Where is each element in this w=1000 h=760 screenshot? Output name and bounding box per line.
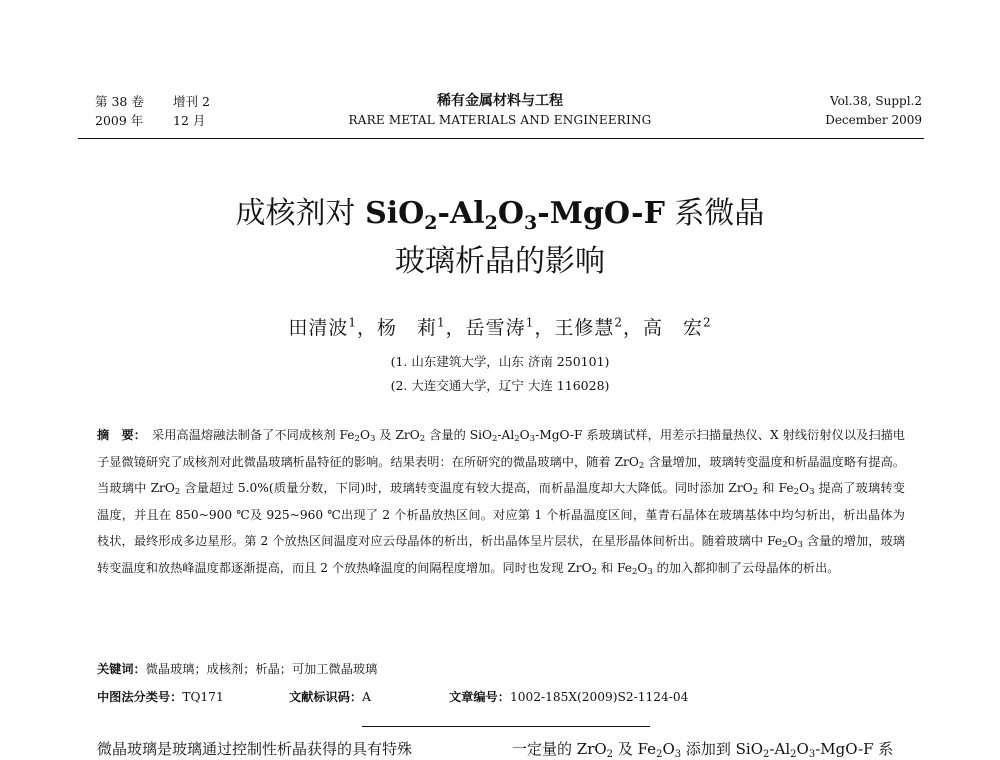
author: 杨 莉 [377,317,438,339]
author-list: 田清波$^1$，杨 莉$^1$，岳雪涛$^1$，王修慧$^2$，高 宏$^2$ [288,315,712,339]
date-en: December 2009 [825,113,922,127]
doc-code-label: 文献标识码： [289,690,363,704]
year: 2009 年 [95,113,144,128]
article-number-label: 文章编号： [449,690,510,704]
author: 王修慧 [554,317,615,339]
volume: 第 38 卷 [95,94,144,109]
author: 高 宏 [643,317,704,339]
month: 12 月 [173,113,206,128]
article-number: 1002-185X(2009)S2-1124-04 [509,690,689,704]
abstract-label: 摘 要： [97,428,146,442]
affiliation-2: (2. 大连交通大学，辽宁 大连 116028) [390,378,610,393]
doc-code: A [362,690,371,704]
body-column-left: 微晶玻璃是玻璃通过控制性析晶获得的具有特殊 [97,740,413,758]
clc-label: 中图法分类号： [97,690,183,704]
journal-title-cn: 稀有金属材料与工程 [437,93,563,109]
keywords [97,660,377,677]
author: 岳雪涛 [465,317,526,339]
supplement: 增刊 2 [173,94,210,109]
journal-issue-info-en [825,92,922,130]
keywords-text: 微晶玻璃；成核剂；析晶；可加工微晶玻璃 [145,662,378,676]
clc-code: TQ171 [182,690,224,704]
paper-title-line2: 玻璃析晶的影响 [395,244,605,279]
title-formula: $SiO_2-Al_2O_3-MgO-F$ [365,196,665,234]
header-rule [78,138,924,139]
affiliation-1: (1. 山东建筑大学，山东 济南 250101) [390,354,610,369]
paper-title-line1: 成核剂对 $SiO_2-Al_2O_3-MgO-F$ 系微晶 [235,196,765,234]
keywords-label: 关键词： [97,662,146,676]
abstract: 摘 要： 采用高温熔融法制备了不同成核剂 $Fe_2O_3$ 及 ZrO$_2$ 含量的 $SiO_2-Al_2O_3-MgO-F$ 系玻璃试样，用差示扫描量热仪、X 射线衍射仪以及扫描电子显微镜研究了成核剂对此微晶玻璃析晶特征的影响。结果表明：在所研究的微晶玻璃中，随着 ZrO$_2$ 含量增加，玻璃转变温度和析晶温度略有提高。当玻璃中 ZrO$_2$ 含量超过 5.0%(质量分数，下同)时，玻璃转变温度有较大提高，而析晶温度却大大降低。同时添加 ZrO$_2$ 和 $Fe_2O_3$ 提高了玻璃转变温度，并且在 850~900 ℃及 925~960 ℃出现了 2 个析晶放热区间。对应第 1 个析晶温度区间，堇青石晶体在玻璃基体中均匀析出，析出晶体为枝状，最终形成多边星形。第 2 个放热区间温度对应云母晶体的析出，析出晶体呈片层状，在星形晶体间析出。随着玻璃中 $Fe_2O_3$ 含量的增加，玻璃转变温度和放热峰温度都逐渐提高，而且 2 个放热峰温度的间隔程度增加。同时也发现 ZrO$_2$ 和 $Fe_2O_3$ 的加入都抑制了云母晶体的析出。 [97,428,906,577]
classification [97,688,905,705]
body-column-right: 一定量的 ZrO$_2$ 及 $Fe_2O_3$ 添加到 $SiO_2-Al_2O_3-MgO-F$ 系 [512,740,894,760]
journal-title-en: RARE METAL MATERIALS AND ENGINEERING [348,113,652,127]
volume-en: Vol.38, Suppl.2 [830,94,922,108]
author: 田清波 [288,317,349,339]
section-divider [362,726,650,727]
